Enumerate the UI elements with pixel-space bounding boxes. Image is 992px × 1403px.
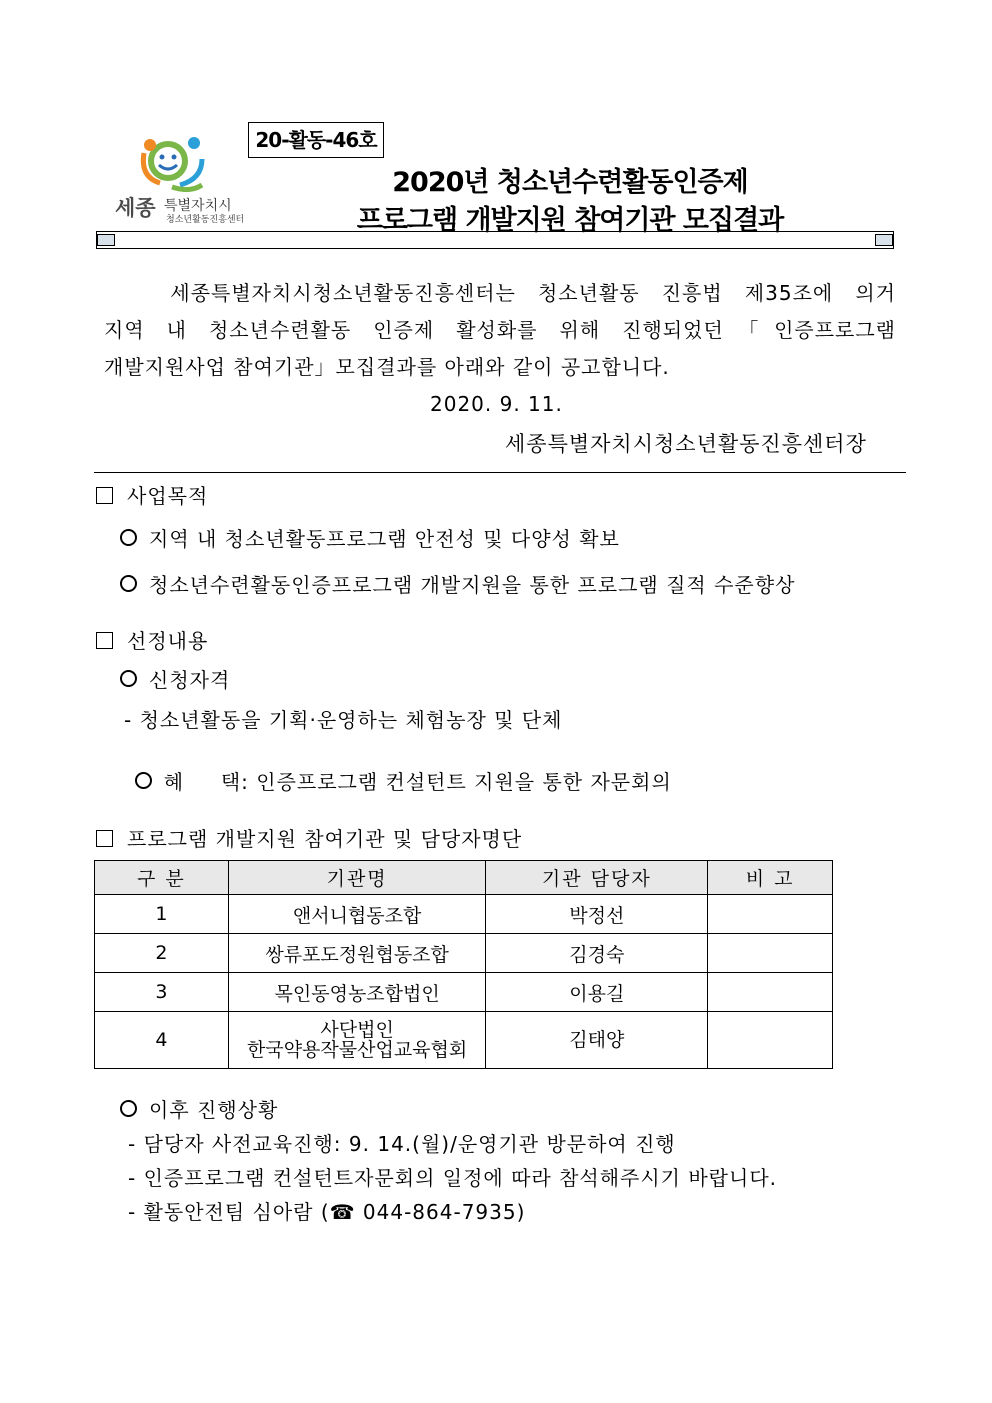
bullet-circle-icon [120,670,137,687]
followup-line-1: - 담당자 사전교육진행: 9. 14.(월)/운영기관 방문하여 진행 [128,1132,676,1156]
cell-no: 1 [95,895,229,934]
bullet-circle-icon [120,1100,137,1117]
followup-label-text: 이후 진행상황 [149,1098,279,1122]
section-selection-heading [96,625,208,654]
table-row [95,895,833,934]
cell-org: 쌍류포도정원협동조합 [228,934,486,973]
logo-center: 청소년활동진흥센터 [166,215,245,225]
section-purpose-title: 사업목적 [127,484,209,508]
cell-person: 김태양 [486,1012,708,1069]
cell-person: 박정선 [486,895,708,934]
cell-org-line1: 사단법인 [320,1019,394,1041]
cell-person: 김경숙 [486,934,708,973]
logo-city: 특별자치시 [164,198,232,214]
announcement-date: 2020. 9. 11. [430,392,563,416]
cell-note [708,934,833,973]
qualification-label-text: 신청자격 [149,668,231,692]
signer: 세종특별자치시청소년활동진흥센터장 [505,432,867,456]
benefit-line [120,742,672,795]
checkbox-square-icon [96,830,113,847]
cell-org-line2: 한국약용작물산업교육협회 [247,1039,468,1061]
bar-right-cap [875,234,893,246]
section-purpose-heading [96,480,208,509]
cell-note [708,1012,833,1069]
cell-no: 2 [95,934,229,973]
col-header-org: 기관명 [228,861,486,895]
bullet-circle-icon [135,772,152,789]
document-number: 20-활동-46호 [248,122,384,158]
col-header-note: 비 고 [708,861,833,895]
bullet-circle-icon [120,575,137,592]
intro-line-3: 개발지원사업 참여기관」모집결과를 아래와 같이 공고합니다. [104,355,670,379]
followup-line-3: - 활동안전팀 심아람 (☎ 044-864-7935) [128,1200,526,1224]
qualification-detail: - 청소년활동을 기획·운영하는 체험농장 및 단체 [124,708,563,732]
page-title-line1: 2020년 청소년수련활동인증제 [392,167,748,198]
cell-note [708,973,833,1012]
followup-label [120,1094,278,1123]
title-underline-bar [96,231,894,249]
cell-no: 4 [95,1012,229,1069]
cell-org [228,1012,486,1069]
col-header-no: 구 분 [95,861,229,895]
purpose-item-1 [120,523,620,552]
cell-no: 3 [95,973,229,1012]
checkbox-square-icon [96,632,113,649]
benefit-text: : 인증프로그램 컨설턴트 지원을 통한 자문회의 [241,770,672,794]
intro-text-1: 세종특별자치시청소년활동진흥센터는 청소년활동 진흥법 제35조에 의거 [170,281,896,305]
cell-org: 앤서니협동조합 [228,895,486,934]
cell-person: 이용길 [486,973,708,1012]
followup-line-2: - 인증프로그램 컨설턴트자문회의 일정에 따라 참석해주시기 바랍니다. [128,1166,777,1190]
page-title-line2: 프로그램 개발지원 참여기관 모집결과 [356,205,784,236]
purpose-item-1-text: 지역 내 청소년활동프로그램 안전성 및 다양성 확보 [149,527,620,551]
section-participants-title: 프로그램 개발지원 참여기관 및 담당자명단 [127,827,523,851]
logo-name: 세종 [115,196,156,220]
table-row [95,934,833,973]
col-header-person: 기관 담당자 [486,861,708,895]
checkbox-square-icon [96,487,113,504]
purpose-item-2 [120,569,795,598]
purpose-item-2-text: 청소년수련활동인증프로그램 개발지원을 통한 프로그램 질적 수준향상 [149,573,796,597]
section-participants-heading [96,823,522,852]
table-row [95,1012,833,1069]
participants-table [94,860,833,1069]
benefit-label: 혜 택 [163,770,242,794]
table-row [95,973,833,1012]
qualification-label [120,664,230,693]
intro-line-1 [104,275,896,312]
cell-note [708,895,833,934]
bullet-circle-icon [120,529,137,546]
divider [94,472,906,473]
intro-line-2: 지역 내 청소년수련활동 인증제 활성화를 위해 진행되었던「인증프로그램 [104,318,896,342]
table-header-row [95,861,833,895]
cell-org: 목인동영농조합법인 [228,973,486,1012]
section-selection-title: 선정내용 [127,629,209,653]
bar-left-cap [97,234,115,246]
